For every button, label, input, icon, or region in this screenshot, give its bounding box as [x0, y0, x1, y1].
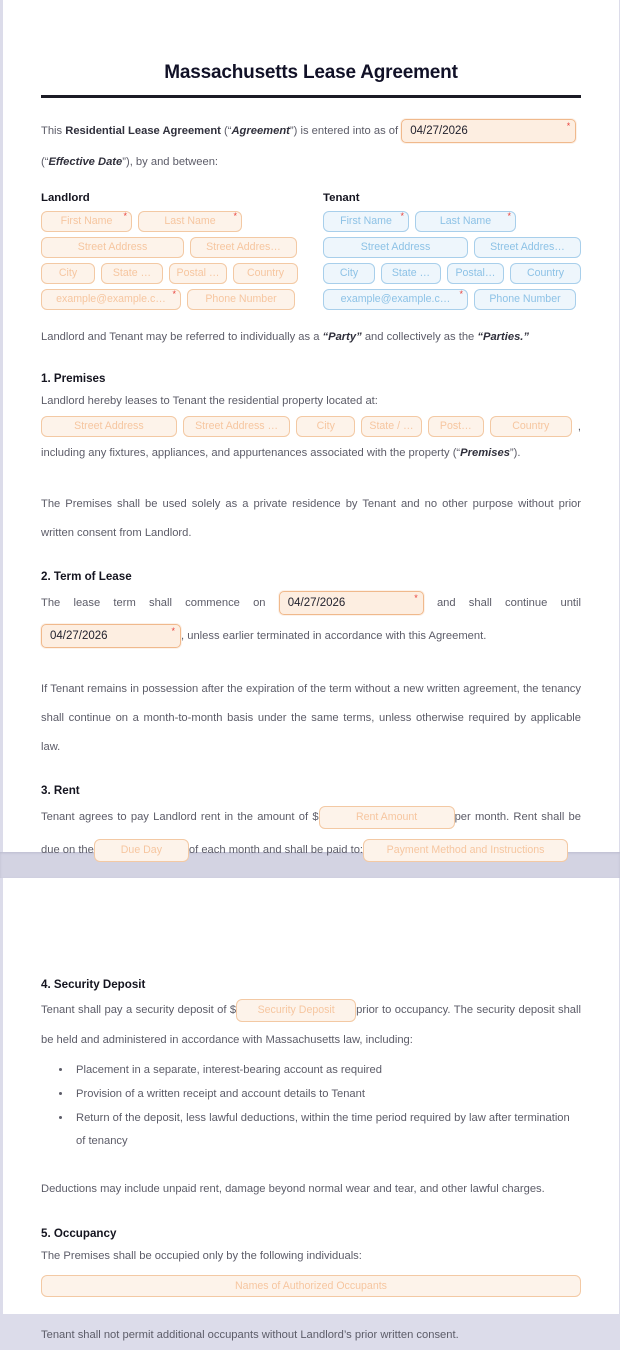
landlord-street-address-placeholder: Street Address — [77, 241, 148, 253]
rent-text-c: of each month and shall be paid to: — [188, 844, 364, 856]
security-deposit-text-b: prior to occupancy. The security deposit shall be held and administered in accordance with Massachusetts law, including: — [41, 1004, 582, 1046]
intro-paragraph — [41, 115, 581, 147]
term-text-c: , unless earlier terminated in accordance with this Agreement. — [181, 630, 487, 642]
rent-due-day-input[interactable] — [94, 839, 189, 862]
landlord-city-placeholder: City — [58, 267, 78, 279]
authorized-occupants-placeholder: Names of Authorized Occupants — [235, 1280, 387, 1292]
premises-after-c: ”). — [509, 447, 521, 459]
parties-section — [41, 192, 581, 315]
section-heading-term: 2. Term of Lease — [41, 570, 132, 583]
required-asterisk: * — [414, 593, 418, 604]
tenant-first-name-placeholder: First Name — [340, 215, 392, 227]
parties-note-parties: “Parties.” — [477, 331, 530, 343]
landlord-last-name-input[interactable] — [138, 211, 242, 232]
landlord-city-input[interactable] — [41, 263, 95, 284]
intro-text-c: (“ — [220, 125, 232, 137]
tenant-last-name-input[interactable] — [415, 211, 516, 232]
tenant-email-placeholder: example@example.c… — [340, 293, 451, 305]
landlord-street-address-2-placeholder: Street Addres… — [206, 241, 281, 253]
landlord-name-row — [41, 211, 299, 232]
tenant-state-placeholder: State … — [391, 267, 431, 279]
landlord-email-placeholder: example@example.c… — [56, 293, 166, 305]
landlord-email-input[interactable] — [41, 289, 181, 310]
premises-postal-input[interactable] — [428, 416, 484, 437]
landlord-state-input[interactable] — [101, 263, 163, 284]
tenant-street-row — [323, 237, 581, 258]
term-paragraph-2: If Tenant remains in possession after the expiration of the term without a new written agreement, the tenancy shall continue on a month-to-month basis under the same terms, unless otherwise required by applicable law. — [41, 683, 581, 753]
premises-state-input[interactable] — [361, 416, 422, 437]
landlord-first-name-placeholder: First Name — [60, 215, 113, 227]
section-heading-premises: 1. Premises — [41, 372, 106, 385]
security-deposit-bullet-list — [41, 1059, 581, 1153]
term-text-a: The lease term shall commence on — [41, 597, 266, 609]
effective-date-value: 04/27/2026 — [410, 125, 468, 138]
intro-text-f: (“ — [41, 156, 49, 168]
landlord-heading: Landlord — [41, 192, 90, 204]
premises-term-premises: Premises — [460, 447, 510, 459]
security-deposit-text-a: Tenant shall pay a security deposit of $ — [41, 1004, 237, 1016]
tenant-name-row — [323, 211, 581, 232]
rent-amount-input[interactable] — [319, 806, 455, 829]
parties-note — [41, 324, 581, 350]
tenant-phone-placeholder: Phone Number — [489, 293, 561, 305]
premises-city-input[interactable] — [296, 416, 355, 437]
landlord-phone-placeholder: Phone Number — [205, 293, 277, 305]
rent-text-b: per month. Rent shall be due on the — [41, 811, 581, 856]
rent-due-day-placeholder: Due Day — [120, 843, 162, 856]
security-deposit-paragraph-1 — [41, 995, 581, 1055]
landlord-state-placeholder: State … — [112, 267, 152, 279]
required-asterisk: * — [172, 289, 176, 299]
tenant-country-input[interactable] — [510, 263, 581, 284]
premises-street-address-2-input[interactable] — [183, 416, 291, 437]
effective-date-field[interactable] — [401, 119, 576, 143]
premises-street-address-2-placeholder: Street Address … — [195, 420, 279, 432]
required-asterisk: * — [459, 289, 463, 299]
required-asterisk: * — [171, 626, 175, 637]
required-asterisk: * — [566, 121, 571, 132]
occupancy-paragraph-2: Tenant shall not permit additional occupants without Landlord’s prior written consent. — [41, 1329, 459, 1341]
landlord-postal-input[interactable] — [169, 263, 227, 284]
premises-state-placeholder: State / … — [369, 420, 414, 432]
premises-after-a: including any fixtures, appliances, and appurtenances associated with the property (“ — [41, 447, 461, 459]
premises-street-address-placeholder: Street Address — [74, 420, 144, 432]
tenant-city-placeholder: City — [339, 267, 359, 279]
tenant-last-name-placeholder: Last Name — [439, 215, 492, 227]
rent-amount-placeholder: Rent Amount — [355, 810, 418, 823]
intro-quoted-agreement: Agreement — [231, 125, 290, 137]
tenant-postal-placeholder: Postal… — [455, 267, 496, 279]
rent-text-a: Tenant agrees to pay Landlord rent in the amount of $ — [41, 811, 319, 823]
tenant-block — [323, 192, 581, 315]
document-page-2 — [3, 878, 619, 1341]
parties-note-b: and collectively as the — [361, 331, 478, 343]
page-title: Massachusetts Lease Agreement — [164, 62, 458, 83]
intro-text-h: ”), by and between: — [122, 156, 219, 168]
authorized-occupants-input[interactable] — [41, 1275, 581, 1297]
premises-country-placeholder: Country — [512, 420, 550, 432]
tenant-street-address-input[interactable] — [323, 237, 468, 258]
tenant-contact-row — [323, 289, 581, 310]
required-asterisk: * — [400, 211, 404, 221]
premises-postal-placeholder: Post… — [439, 420, 472, 432]
intro-quoted-effective-date: Effective Date — [48, 156, 123, 168]
security-deposit-paragraph-2: Deductions may include unpaid rent, damage beyond normal wear and tear, and other lawful charges. — [41, 1183, 545, 1195]
tenant-heading: Tenant — [323, 192, 360, 204]
tenant-country-placeholder: Country — [526, 267, 565, 279]
landlord-country-input[interactable] — [233, 263, 298, 284]
landlord-contact-row — [41, 289, 299, 310]
premises-address-row — [41, 416, 581, 437]
term-paragraph-1 — [41, 587, 581, 653]
landlord-city-row — [41, 263, 299, 284]
tenant-email-input[interactable] — [323, 289, 468, 310]
section-heading-occupancy: 5. Occupancy — [41, 1227, 117, 1240]
occupancy-lead: The Premises shall be occupied only by the following individuals: — [41, 1250, 362, 1262]
premises-trailing-comma: , — [577, 420, 581, 433]
rent-paragraph-1 — [41, 801, 581, 867]
intro-text-a: This — [41, 125, 66, 137]
security-deposit-placeholder: Security Deposit — [257, 1003, 335, 1016]
premises-paragraph-2: The Premises shall be used solely as a private residence by Tenant and no other purpose without prior written consent from Landlord. — [41, 498, 581, 539]
landlord-street-address-2-input[interactable] — [190, 237, 297, 258]
tenant-city-input[interactable] — [323, 263, 375, 284]
landlord-first-name-input[interactable] — [41, 211, 132, 232]
intro-text-e: ”) is entered into as of — [289, 125, 402, 137]
premises-lead: Landlord hereby leases to Tenant the residential property located at: — [41, 395, 378, 407]
term-text-b: and shall continue until — [436, 597, 582, 609]
tenant-postal-input[interactable] — [447, 263, 504, 284]
intro-term-agreement: Residential Lease Agreement — [65, 125, 221, 137]
landlord-street-row — [41, 237, 299, 258]
tenant-street-address-2-placeholder: Street Addres… — [490, 241, 565, 253]
tenant-street-address-placeholder: Street Address — [360, 241, 431, 253]
parties-note-a: Landlord and Tenant may be referred to individually as a — [41, 331, 323, 343]
list-item: • Placement in a separate, interest-bearing account as required — [72, 1059, 581, 1082]
landlord-block — [41, 192, 299, 315]
landlord-postal-placeholder: Postal … — [176, 267, 220, 279]
list-item: • Provision of a written receipt and account details to Tenant — [72, 1083, 581, 1106]
premises-after-text — [41, 437, 581, 469]
tenant-state-input[interactable] — [381, 263, 441, 284]
title-divider — [41, 95, 581, 98]
tenant-city-row — [323, 263, 581, 284]
premises-city-placeholder: City — [316, 420, 335, 432]
required-asterisk: * — [123, 211, 127, 221]
list-item: • Return of the deposit, less lawful deductions, within the time period required by law after termination of tenancy — [72, 1107, 581, 1153]
landlord-last-name-placeholder: Last Name — [164, 215, 216, 227]
landlord-street-address-input[interactable] — [41, 237, 184, 258]
security-deposit-input[interactable] — [236, 999, 356, 1022]
tenant-phone-input[interactable] — [474, 289, 576, 310]
lease-end-date-value: 04/27/2026 — [50, 630, 108, 643]
section-heading-security-deposit: 4. Security Deposit — [41, 978, 146, 991]
parties-note-party: “Party” — [322, 331, 362, 343]
landlord-country-placeholder: Country — [246, 267, 285, 279]
lease-start-date-field[interactable] — [279, 591, 424, 615]
lease-end-date-field[interactable] — [41, 624, 181, 648]
premises-street-address-input[interactable] — [41, 416, 177, 437]
tenant-street-address-2-input[interactable] — [474, 237, 581, 258]
payment-method-input[interactable] — [363, 839, 568, 862]
payment-method-placeholder: Payment Method and Instructions — [386, 843, 545, 856]
landlord-phone-input[interactable] — [187, 289, 295, 310]
section-heading-rent: 3. Rent — [41, 784, 80, 797]
required-asterisk: * — [233, 211, 237, 221]
document-page-1 — [3, 0, 619, 856]
premises-country-input[interactable] — [490, 416, 572, 437]
tenant-first-name-input[interactable] — [323, 211, 409, 232]
intro-paragraph-line2 — [41, 147, 581, 177]
required-asterisk: * — [507, 211, 511, 221]
lease-start-date-value: 04/27/2026 — [287, 597, 346, 610]
